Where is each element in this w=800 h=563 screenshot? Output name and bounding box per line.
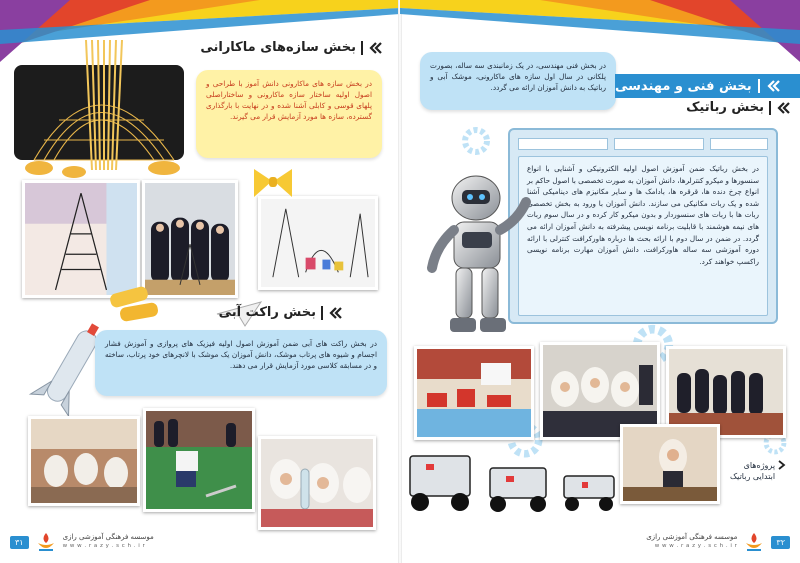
pasta-description-box	[196, 70, 382, 158]
razi-logo-icon	[35, 531, 57, 553]
intro-description: در بخش فنی مهندسی، در یک زمانبندی سه ساله، بصورت پلکانی در سال اول سازه های ماکارونی، موشک آبی و رباتیک به دانش آموزان ارائه می گردد.	[430, 61, 606, 92]
double-chevron-icon	[328, 306, 342, 320]
footer-org-name: موسسه فرهنگی آموزشی رازی	[646, 533, 738, 541]
photo-classroom-rockets	[28, 416, 140, 506]
page-number: ۳۲	[771, 536, 790, 549]
footer-org	[63, 533, 154, 551]
razi-logo-icon	[743, 531, 765, 553]
heading-divider	[321, 306, 323, 320]
pasta-heading-text: بخش سازه‌های ماکارانی	[200, 40, 356, 55]
double-chevron-icon	[766, 79, 780, 93]
rocket-description-box	[95, 330, 387, 396]
footer-url: w w w . r a z y . s c h . i r	[62, 543, 146, 549]
window-field-middle	[614, 138, 704, 150]
main-heading-bar	[615, 74, 800, 98]
robotics-description-box	[518, 156, 768, 316]
rocket-heading-text: بخش راکت آبی	[218, 305, 316, 320]
rocket-description: در بخش راکت های آبی ضمن آموزش اصول اولیه فیزیک های پروازی و آموزش فشار اجسام و شیوه های پرتاب موشک، دانش آموزان یک موشک با لانچرهای خود پرتاب، ساخته و در مسابقه کلاسی مورد آزمایش قرار می دهند.	[105, 339, 377, 370]
main-heading-text: بخش فنی و مهندسی	[615, 78, 752, 94]
robotics-heading	[686, 100, 790, 115]
projects-label-line2: ابتدایی رباتیک	[730, 472, 776, 481]
photo-robotics-lab	[414, 346, 534, 440]
gear-icon	[460, 125, 492, 157]
photo-student-robot-demo	[620, 424, 720, 504]
projects-label-line1: پروژه‌های	[743, 461, 776, 470]
double-chevron-icon	[776, 101, 790, 115]
footer-url: w w w . r a z y . s c h . i r	[654, 543, 738, 549]
farfalle-pasta-icon	[250, 165, 296, 201]
rocket-heading	[219, 305, 342, 320]
pasta-heading	[200, 40, 382, 55]
robot-kits-image	[406, 446, 632, 518]
footer-org-name: موسسه فرهنگی آموزشی رازی	[62, 533, 154, 541]
projects-label	[730, 460, 786, 482]
chevron-right-icon	[778, 460, 786, 470]
photo-students-with-tower	[142, 180, 238, 298]
robotics-window-frame	[508, 128, 778, 324]
footer-org	[646, 533, 737, 551]
penne-pasta-icon	[105, 285, 165, 325]
double-chevron-icon	[368, 41, 382, 55]
robotics-description: در بخش رباتیک ضمن آموزش اصول اولیه الکترونیکی و آشنایی با انواع سنسورها و میکرو کنترلرها، دانش آموزان به صورت تخصصی با اصول حاکم بر انواع چرخ دنده ها، قرقره ها، بادامک ها و سایر مکانیزم های دینامیکی آشنا شده و یک ربات مکانیکی می سازند. دانش آموزان با ورود به بخش تخصصی ربات ها با ربات های سنسوردار و بدون میکرو کار کرده و در سال سوم ربات های نیمه هوشمند با قابلیت برنامه نویسی پیشرفته به دانش آموزان ارائه می گردد. در ضمن در سال دوم با ارائه بحث ها درباره هاورکرافت کنترلی با ارائه دوره آموزشی سه ساله هاورکرافت، دانش آموزان مهارت برنامه نویسی راکسپ خواهند کرد.	[527, 164, 759, 266]
right-footer	[646, 529, 790, 555]
pasta-sculpture-image	[14, 40, 194, 180]
right-page	[400, 0, 800, 563]
page-number: ۳۱	[10, 536, 29, 549]
heading-divider	[758, 79, 760, 93]
projects-label-text	[730, 460, 775, 482]
heading-divider	[361, 41, 363, 55]
pasta-description: در بخش سازه های ماکارونی دانش آموز با طراحی و اصول اولیه ساختار سازه ماکارونی و ساختاراصلی پلهای قوسی و کابلی آشنا شده و در نهایت با بارگذاری گسترده، سازه ها مورد آزمایش قرار می گیرند.	[206, 79, 372, 121]
photo-pasta-models	[258, 196, 378, 290]
robot-image	[414, 172, 532, 340]
left-footer	[10, 529, 154, 555]
photo-students-bottle-rockets	[258, 436, 376, 530]
intro-description-box	[420, 52, 616, 110]
window-field-right	[710, 138, 768, 150]
heading-divider	[769, 101, 771, 115]
photo-rocket-launch	[143, 408, 255, 512]
robotics-heading-text: بخش رباتیک	[686, 100, 764, 115]
photo-eiffel-tower	[22, 180, 140, 298]
window-field-left	[518, 138, 608, 150]
